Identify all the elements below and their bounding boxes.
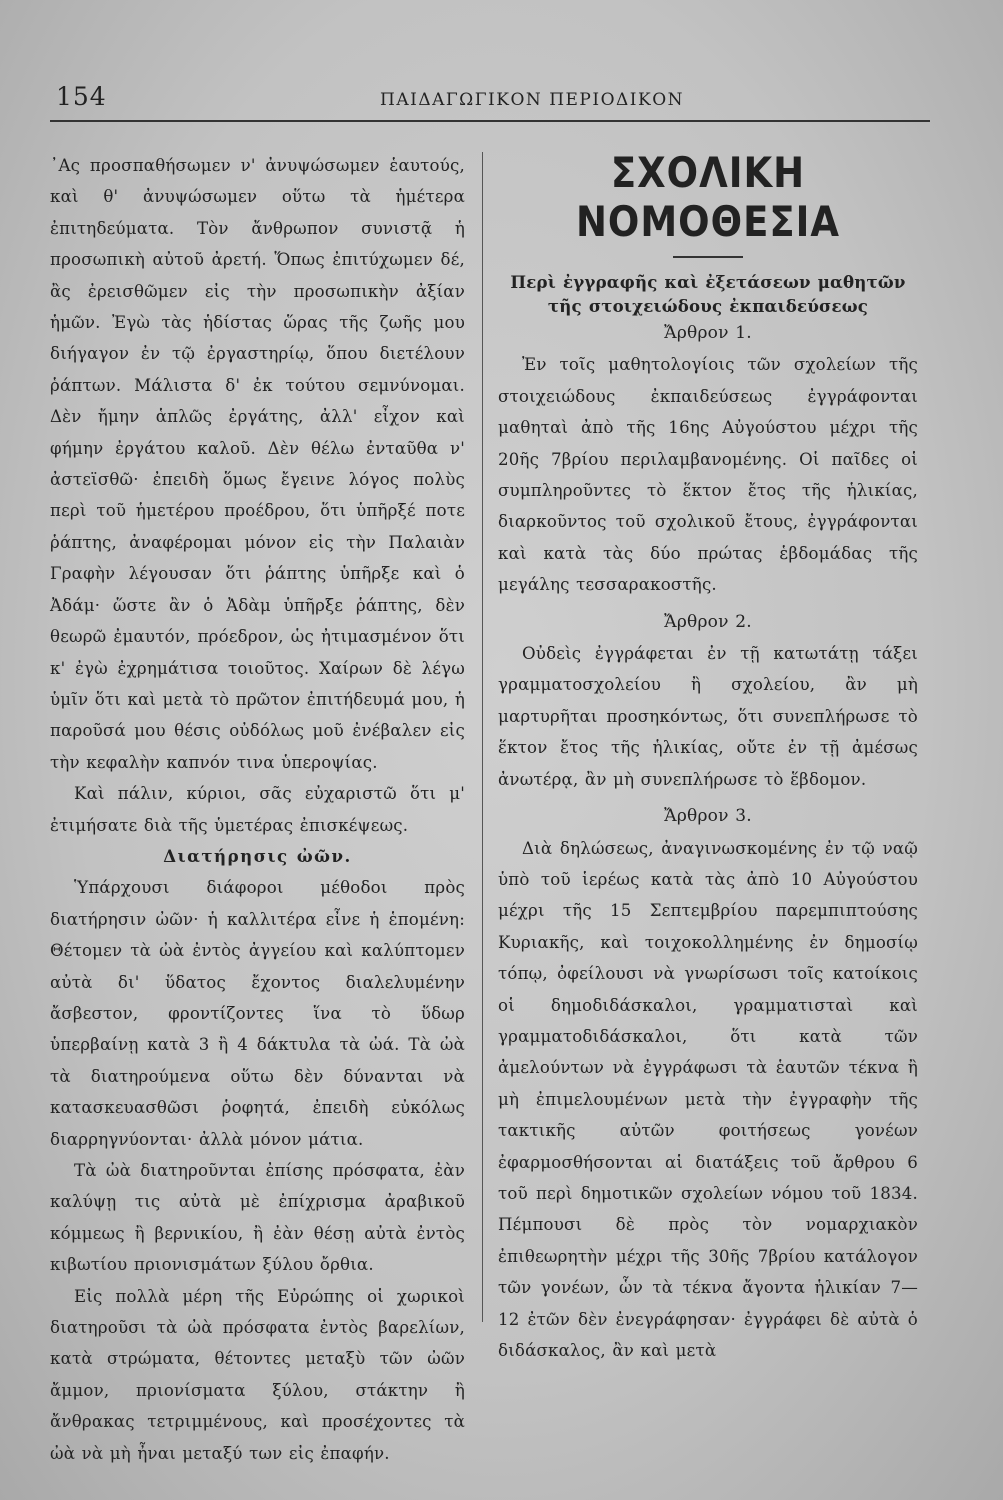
paragraph-speech-end: ᾿Ας προσπαθήσωμεν ν' ἀνυψώσωμεν ἑαυτούς, καὶ θ' ἀνυψώσωμεν οὕτω τὰ ἡμέτερα ἐπιτηδεύματα. Τὸν ἄνθρωπον συνιστᾷ ἡ προσωπικὴ αὐτοῦ ἀρετή. Ὅπως ἐπιτύχωμεν δέ, ἂς ἐρεισθῶμεν εἰς τὴν προσωπικὴν ἀξίαν ἡμῶν. Ἐγὼ τὰς ἡδίστας ὥρας τῆς ζωῆς μου διήγαγον ἐν τῷ ἐργαστηρίῳ, ὅπου διετέλουν ῥάπτων. Μάλιστα δ' ἐκ τούτου σεμνύνομαι. Δὲν ἤμην ἁπλῶς ἐργάτης, ἀλλ' εἶχον καὶ φήμην ἐργάτου καλοῦ. Δὲν θέλω ἐνταῦθα ν' ἀστεϊσθῶ· ἐπειδὴ ὅμως ἔγεινε λόγος πολὺς περὶ τοῦ ἡμετέρου προέδρου, ὅτι ὑπῆρξέ ποτε ῥάπτης, ἀναφέρομαι μόνον εἰς τὴν Παλαιὰν Γραφὴν λέγουσαν ὅτι ῥάπτης ὑπῆρξε καὶ ὁ Ἀδάμ· ὥστε ἂν ὁ Ἀδὰμ ὑπῆρξε ῥάπτης, δὲν θεωρῶ ἐμαυτόν, πρόεδρον, ὡς ἠτιμασμένον ὅτι κ' ἐγὼ ἐχρημάτισα τοιοῦτος. Χαίρων δὲ λέγω ὑμῖν ὅτι καὶ μετὰ τὸ πρῶτον ἐπιτήδευμά μου, ἡ παροῦσά μου θέσις οὐδόλως μοῦ ἐνέβαλεν εἰς τὴν κεφαλὴν καπνόν τινα ὑπεροψίας. [50, 156, 465, 772]
running-head [50, 82, 930, 118]
paragraph-egg-europe: Εἰς πολλὰ μέρη τῆς Εὐρώπης οἱ χωρικοὶ διατηροῦσι τὰ ὠὰ πρόσφατα ἐντὸς βαρελίων, κατὰ στρώματα, θέτοντες μεταξὺ τῶν ὠῶν ἄμμον, πριονίσματα ξύλου, στάκτην ἢ ἄνθρακας τετριμμένους, καὶ προσέχοντες τὰ ὠὰ νὰ μὴ ἦναι μεταξύ των εἰς ἐπαφήν. [50, 1286, 465, 1463]
lead-heading: Περὶ ἐγγραφῆς καὶ ἐξετάσεων μαθητῶν τῆς στοιχειώδους ἐκπαιδεύσεως [510, 272, 906, 316]
header-rule [50, 120, 930, 122]
left-column [50, 150, 465, 1469]
right-column [498, 150, 918, 1372]
title-rule [673, 256, 743, 258]
article-2-heading: Ἄρθρον 2. [664, 611, 752, 632]
paragraph-egg-coating: Τὰ ὠὰ διατηροῦνται ἐπίσης πρόσφατα, ἐὰν καλύψῃ τις αὐτὰ μὲ ἐπίχρισμα ἀραβικοῦ κόμμεως ἢ βερνικίου, ἢ ἐὰν θέσῃ αὐτὰ ἐντὸς κιβωτίου πριονισμάτων ξύλου ὄρθια. [50, 1161, 465, 1275]
section-title: ΣΧΟΛΙΚΗ ΝΟΜΟΘΕΣΙΑ [575, 148, 841, 247]
column-divider [482, 152, 483, 1322]
article-1-text: Ἐν τοῖς μαθητολογίοις τῶν σχολείων τῆς στοιχειώδους ἐκπαιδεύσεως ἐγγράφονται μαθηταὶ ἀπὸ τῆς 16ης Αὐγούστου μέχρι τῆς 20ῆς 7βρίου περιλαμβανομένης. Οἱ παῖδες οἱ συμπληροῦντες τὸ ἕκτον ἔτος τῆς ἡλικίας, διαρκοῦντος τοῦ σχολικοῦ ἔτους, ἐγγράφονται καὶ κατὰ τὰς δύο πρώτας ἑβδομάδας τῆς μεγάλης τεσσαρακοστῆς. [498, 355, 918, 595]
article-3-heading: Ἄρθρον 3. [664, 806, 752, 827]
journal-title: ΠΑΙΔΑΓΩΓΙΚΟΝ ΠΕΡΙΟΔΙΚΟΝ [380, 90, 685, 110]
article-2-text: Οὐδεὶς ἐγγράφεται ἐν τῇ κατωτάτῃ τάξει γραμματοσχολείου ἢ σχολείου, ἂν μὴ μαρτυρῆται προσηκόντως, ὅτι συνεπλήρωσε τὸ ἕκτον ἔτος τῆς ἡλικίας, οὔτε ἐν τῇ ἀμέσως ἀνωτέρᾳ, ἂν μὴ συνεπλήρωσε τὸ ἕβδομον. [498, 644, 918, 789]
page-number: 154 [56, 82, 107, 111]
paragraph-egg-method: Ὑπάρχουσι διάφοροι μέθοδοι πρὸς διατήρησιν ὠῶν· ἡ καλλιτέρα εἶνε ἡ ἑπομένη: Θέτομεν τὰ ὠὰ ἐντὸς ἀγγείου καὶ καλύπτομεν αὐτὰ δι' ὕδατος ἔχοντος διαλελυμένην ἄσβεστον, φροντίζοντες ἵνα τὸ ὕδωρ ὑπερβαίνῃ κατὰ 3 ἢ 4 δάκτυλα τὰ ὠά. Τὰ ὠὰ τὰ διατηρούμενα οὕτω δὲν δύνανται νὰ κατασκευασθῶσι ῥοφητά, ἐπειδὴ εὐκόλως διαρρηγνύονται· ἀλλὰ μόνον μάτια. [50, 878, 465, 1149]
article-1-heading: Ἄρθρον 1. [664, 323, 752, 343]
subheading-egg-preservation: Διατήρησις ὠῶν. [163, 845, 352, 866]
paragraph-thanks: Καὶ πάλιν, κύριοι, σᾶς εὐχαριστῶ ὅτι μ' ἐτιμήσατε διὰ τῆς ὑμετέρας ἐπισκέψεως. [50, 784, 465, 835]
article-3-text: Διὰ δηλώσεως, ἀναγινωσκομένης ἐν τῷ ναῷ ὑπὸ τοῦ ἱερέως κατὰ τὰς ἀπὸ 10 Αὐγούστου μέχρι τῆς 15 Σεπτεμβρίου παρεμπιπτούσης Κυριακῆς, καὶ τοιχοκολλημένης ἐν δημοσίῳ τόπῳ, ὀφείλουσι νὰ γνωρίσωσι τοῖς κατοίκοις οἱ δημοδιδάσκαλοι, γραμματισταὶ καὶ γραμματοδιδάσκαλοι, ὅτι κατὰ τῶν ἀμελούντων νὰ ἐγγράφωσι τὰ ἑαυτῶν τέκνα ἢ μὴ ἐπιμελουμένων μετὰ τὴν ἐγγραφὴν τῆς τακτικῆς αὐτῶν φοιτήσεως γονέων ἐφαρμοσθήσονται αἱ διατάξεις τοῦ ἄρθρου 6 τοῦ περὶ δημοτικῶν σχολείων νόμου τοῦ 1834. Πέμπουσι δὲ πρὸς τὸν νομαρχιακὸν ἐπιθεωρητὴν μέχρι τῆς 30ῆς 7βρίου κατάλογον τῶν γονέων, ὧν τὰ τέκνα ἄγοντα ἡλικίαν 7—12 ἐτῶν δὲν ἐνεγράφησαν· ἐγγράφει δὲ αὐτὰ ὁ διδάσκαλος, ἂν καὶ μετὰ [498, 838, 918, 1360]
